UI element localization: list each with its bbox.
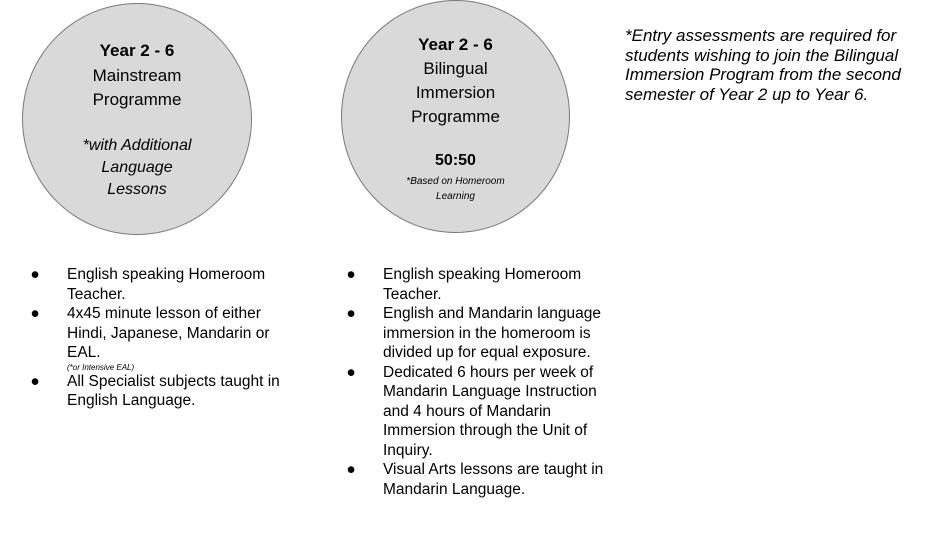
list-item-text: 4x45 minute lesson of either Hindi, Japanese, Mandarin or EAL. bbox=[67, 305, 270, 361]
mainstream-features-list bbox=[30, 265, 290, 411]
bilingual-line-3: Programme bbox=[411, 107, 500, 126]
list-item bbox=[346, 460, 608, 499]
mainstream-note-line-2: Language bbox=[101, 159, 173, 176]
list-item-text: English and Mandarin language immersion in the homeroom is divided up for equal exposure. bbox=[383, 305, 602, 361]
mainstream-line-1: Mainstream bbox=[92, 66, 182, 85]
mainstream-note-line-3: Lessons bbox=[107, 181, 167, 198]
bullet-icon: ● bbox=[30, 372, 40, 390]
mainstream-programme-circle bbox=[22, 3, 252, 235]
mainstream-line-2: Programme bbox=[92, 90, 182, 109]
list-item bbox=[346, 265, 608, 304]
bilingual-year-title: Year 2 - 6 bbox=[418, 35, 493, 54]
list-item bbox=[30, 372, 290, 411]
list-item bbox=[346, 304, 608, 363]
list-item-text: Visual Arts lessons are taught in Mandarin Language. bbox=[383, 461, 604, 498]
list-item-text: Dedicated 6 hours per week of Mandarin Language Instruction and 4 hours of Mandarin Immersion through the Unit of Inquiry. bbox=[383, 363, 597, 459]
bullet-icon: ● bbox=[346, 363, 356, 381]
bullet-icon: ● bbox=[30, 266, 40, 283]
bilingual-note-line-1: *Based on Homeroom bbox=[406, 176, 505, 187]
bilingual-note-line-2: Learning bbox=[436, 191, 475, 202]
entry-assessment-note: *Entry assessments are required for students wishing to join the Bilingual Immersion Program from the second semester of Year 2 up to Year 6. bbox=[625, 26, 901, 104]
bullet-icon: ● bbox=[346, 461, 356, 478]
list-item-text: All Specialist subjects taught in English Language. bbox=[67, 372, 280, 409]
bilingual-line-1: Bilingual bbox=[423, 59, 488, 78]
bullet-icon: ● bbox=[346, 305, 356, 322]
mainstream-note-line-1: *with Additional bbox=[82, 137, 192, 154]
bilingual-line-2: Immersion bbox=[415, 83, 496, 102]
list-item-text: English speaking Homeroom Teacher. bbox=[383, 266, 582, 303]
bilingual-programme-circle bbox=[341, 0, 570, 233]
list-item-text: English speaking Homeroom Teacher. bbox=[67, 266, 266, 303]
bullet-icon: ● bbox=[30, 305, 40, 322]
bilingual-ratio: 50:50 bbox=[435, 152, 476, 169]
list-item bbox=[30, 265, 290, 304]
list-item bbox=[30, 304, 290, 372]
bilingual-features-list bbox=[346, 265, 608, 499]
bullet-icon: ● bbox=[346, 266, 356, 283]
mainstream-year-title: Year 2 - 6 bbox=[99, 41, 175, 60]
list-item-subnote: (*or Intensive EAL) bbox=[67, 362, 135, 372]
list-item bbox=[346, 363, 608, 461]
